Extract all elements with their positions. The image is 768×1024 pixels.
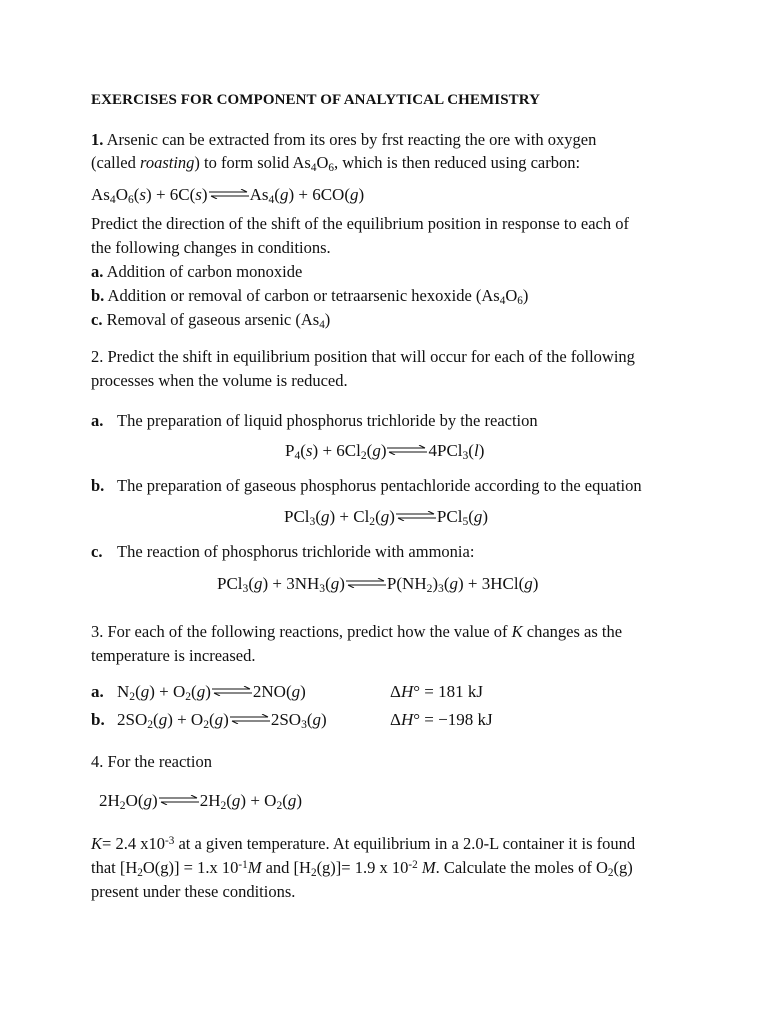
q2-item-b: b. The preparation of gaseous phosphorus pentachloride according to the equation xyxy=(91,476,642,495)
q3-enthalpy-a: ΔH° = 181 kJ xyxy=(390,682,483,701)
equilibrium-arrow-icon xyxy=(387,445,427,455)
equilibrium-arrow-icon xyxy=(159,795,199,805)
equilibrium-arrow-icon xyxy=(396,511,436,521)
q1-equation: $As_4O_6(s) + 6C(s)$ $As_4(g) + 6CO(g)$ xyxy=(91,185,365,206)
q3-reaction-b: b. $2SO_2(g) + O_2(g)$ $2SO_3(g)$ xyxy=(91,710,327,731)
q4-concentration-line: that $[H_2O(g)] = 1.x$ $10^{-1}M$ and $[H_2(g)]= 1.9$ x $10^{-2}$ M. Calculate the moles of $O_2(g)$ xyxy=(91,858,633,879)
q1-predict-line2: the following changes in conditions. xyxy=(91,238,331,257)
q4-line3: present under these conditions. xyxy=(91,882,296,901)
q2-equation-b: $PCl_3(g) + Cl_2(g)$ PCl$_5$(g) xyxy=(284,507,489,528)
q3-enthalpy-b: ΔH° = −198 kJ xyxy=(390,710,493,729)
q4-line1: 4. For the reaction xyxy=(91,752,212,771)
equilibrium-arrow-icon xyxy=(209,189,249,199)
q3-line2: temperature is increased. xyxy=(91,646,256,665)
q2-equation-a: $P_4(s) + 6Cl_2(g)$ 4PCl$_3$(l) xyxy=(285,441,485,462)
q1-item-b: b. Addition or removal of carbon or tetraarsenic hexoxide $(As_4O_6)$ xyxy=(91,286,529,307)
q3-reaction-a: a. $N_2(g) + O_2(g)$ 2NO(g) xyxy=(91,682,306,703)
equilibrium-arrow-icon xyxy=(230,714,270,724)
q2-item-c: c. The reaction of phosphorus trichloride with ammonia: xyxy=(91,542,475,561)
equilibrium-arrow-icon xyxy=(212,686,252,696)
q2-equation-c: $PCl_3(g) + 3NH_3(g)$ $P(NH_2)_3(g) + 3HCl(g)$ xyxy=(217,574,539,595)
q1-line1: 1. Arsenic can be extracted from its ores by frst reacting the ore with oxygen xyxy=(91,130,597,149)
q1-number: 1. xyxy=(91,130,104,149)
q1-item-a: a. Addition of carbon monoxide xyxy=(91,262,303,281)
page-title: EXERCISES FOR COMPONENT OF ANALYTICAL CHEMISTRY xyxy=(91,92,541,108)
q2-item-a: a. The preparation of liquid phosphorus trichloride by the reaction xyxy=(91,411,538,430)
q2-line1: 2. Predict the shift in equilibrium position that will occur for each of the following xyxy=(91,347,635,366)
q1-item-c: c. Removal of gaseous arsenic $(As_4)$ xyxy=(91,310,331,331)
q4-equation: $2H_2O(g)$ $2H_2(g) + O_2(g)$ xyxy=(99,791,303,812)
q2-line2: processes when the volume is reduced. xyxy=(91,371,348,390)
q3-line1: 3. For each of the following reactions, predict how the value of K changes as the xyxy=(91,622,623,641)
q1-line2: (called roasting) to form solid $As_4O_6$, which is then reduced using carbon: xyxy=(91,153,581,174)
equilibrium-arrow-icon xyxy=(346,578,386,588)
q4-k-line: K= 2.4 $x10^{-3}$ at a given temperature. At equilibrium in a 2.0-L container it is found xyxy=(91,834,636,853)
q1-predict-line1: Predict the direction of the shift of the equilibrium position in response to each of xyxy=(91,214,629,233)
